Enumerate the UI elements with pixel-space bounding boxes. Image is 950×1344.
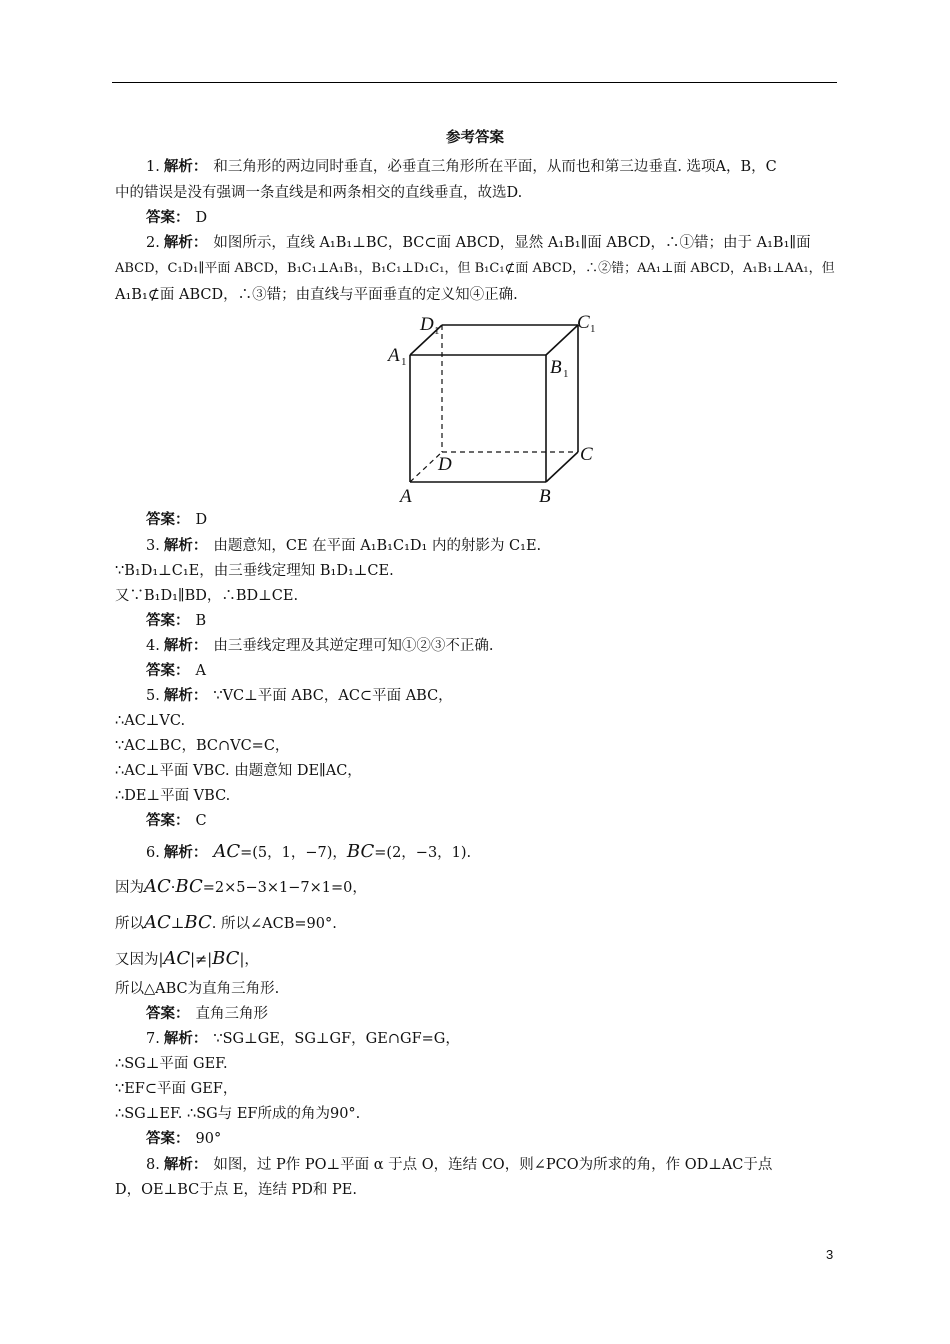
answer-value: C <box>195 813 207 829</box>
item-number: 3. <box>146 538 160 554</box>
answer-value: D <box>195 210 208 226</box>
analysis-label: 解析： <box>163 538 208 554</box>
text-segment: 因为 <box>115 880 144 896</box>
analysis-label: 解析： <box>163 638 208 654</box>
answer-label: 答案： <box>146 613 190 629</box>
answer-value: 90° <box>195 1131 222 1147</box>
vertex-c-label: C <box>580 444 593 465</box>
answer-5-line-5: ∴DE⊥平面 VBC. <box>115 788 231 804</box>
item-number: 7. <box>146 1031 160 1047</box>
answer-label: 答案： <box>146 663 190 679</box>
vertex-a1-subscript: 1 <box>401 356 407 368</box>
answer-6-result <box>146 1005 268 1023</box>
vector-ac: AC <box>163 948 191 969</box>
text-segment: 又因为| <box>115 952 164 968</box>
answer-text: 和三角形的两边同时垂直，必垂直三角形所在平面，从而也和第三边垂直. 选项A，B，C <box>213 159 777 175</box>
answer-5-line-1 <box>146 687 453 705</box>
dot-operator: · <box>170 880 176 896</box>
answer-label: 答案： <box>146 512 190 528</box>
item-number: 5. <box>146 688 160 704</box>
answer-text: ∵VC⊥平面 ABC，AC⊂平面 ABC， <box>213 688 453 704</box>
answer-8-line-1 <box>146 1156 772 1174</box>
item-number: 8. <box>146 1157 160 1173</box>
analysis-label: 解析： <box>163 1031 208 1047</box>
answer-3-line-2: ∵B₁D₁⊥C₁E，由三垂线定理知 B₁D₁⊥CE. <box>115 563 394 579</box>
vertex-a-label: A <box>400 486 412 507</box>
text-segment: =2×5−3×1−7×1=0， <box>202 880 367 896</box>
answer-2-line-3: A₁B₁⊄面 ABCD，∴③错；由直线与平面垂直的定义知④正确. <box>115 287 518 303</box>
answer-5-result <box>146 812 207 830</box>
vertex-a1-label: A <box>388 345 400 366</box>
vector-bc: BC <box>212 948 240 969</box>
item-number: 1. <box>146 159 160 175</box>
answer-7-line-2: ∴SG⊥平面 GEF. <box>115 1056 228 1072</box>
answer-text: 如图，过 P作 PO⊥平面 α 于点 O，连结 CO，则∠PCO为所求的角，作 OD⊥AC于点 <box>213 1157 773 1173</box>
answer-6-line-4 <box>115 950 259 969</box>
text-segment: |， <box>239 952 259 968</box>
page-number: 3 <box>826 1247 834 1262</box>
answer-text: 由三垂线定理及其逆定理可知①②③不正确. <box>213 638 494 654</box>
vertex-d1-label: D <box>420 314 434 335</box>
answer-value: 直角三角形 <box>195 1006 268 1022</box>
analysis-label: 解析： <box>163 235 208 251</box>
answer-6-line-3 <box>115 914 337 933</box>
answer-7-line-4: ∴SG⊥EF. ∴SG与 EF所成的角为90°. <box>115 1106 361 1122</box>
answer-4-result <box>146 662 206 680</box>
vertex-c1-label: C <box>577 312 590 333</box>
answer-label: 答案： <box>146 813 190 829</box>
answer-7-line-1 <box>146 1030 460 1048</box>
answer-3-line-1 <box>146 537 541 555</box>
edge-c1b1 <box>546 325 578 355</box>
vertex-b1-label: B <box>550 357 562 378</box>
vector-bc: BC <box>175 876 203 897</box>
vector-ac: AC <box>144 876 171 897</box>
perp-operator: ⊥ <box>170 916 185 932</box>
vertex-d1-subscript: 1 <box>434 325 440 337</box>
answer-5-line-3: ∵AC⊥BC，BC∩VC=C， <box>115 738 290 754</box>
vector-bc-value: =(2，−3，1). <box>374 845 472 861</box>
vertex-c1-subscript: 1 <box>590 323 596 335</box>
text-segment: 所以 <box>115 916 144 932</box>
page-title: 参考答案 <box>446 130 504 146</box>
analysis-label: 解析： <box>163 159 208 175</box>
text-segment: |≠| <box>190 952 213 968</box>
analysis-label: 解析： <box>163 1157 208 1173</box>
vector-ac-value: =(5，1，−7)， <box>240 845 347 861</box>
answer-6-line-5: 所以△ABC为直角三角形. <box>115 981 280 997</box>
answer-value: B <box>195 613 207 629</box>
answer-label: 答案： <box>146 1131 190 1147</box>
answer-6-line-2 <box>115 878 367 897</box>
answer-4-line-1 <box>146 637 493 655</box>
vertex-b1-subscript: 1 <box>563 368 569 380</box>
item-number: 4. <box>146 638 160 654</box>
vertex-b-label: B <box>539 486 551 507</box>
analysis-label: 解析： <box>163 688 208 704</box>
answer-text: 由题意知，CE 在平面 A₁B₁C₁D₁ 内的射影为 C₁E. <box>213 538 542 554</box>
answer-5-line-4: ∴AC⊥平面 VBC. 由题意知 DE∥AC， <box>115 763 362 779</box>
answer-7-line-3: ∵EF⊂平面 GEF， <box>115 1081 238 1097</box>
answer-text: ∵SG⊥GE，SG⊥GF，GE∩GF=G， <box>213 1031 460 1047</box>
vertex-d-label: D <box>438 454 452 475</box>
vector-ac: AC <box>144 912 171 933</box>
edge-bc <box>546 452 578 482</box>
answer-value: A <box>195 663 206 679</box>
answer-value: D <box>195 512 208 528</box>
text-segment: . 所以∠ACB=90°. <box>211 916 337 932</box>
answer-text: 如图所示，直线 A₁B₁⊥BC，BC⊂面 ABCD，显然 A₁B₁∥面 ABCD，∴①错；由于 A₁B₁∥面 <box>213 235 811 251</box>
vector-ac: AC <box>213 841 241 862</box>
answer-5-line-2: ∴AC⊥VC. <box>115 713 186 729</box>
vector-bc: BC <box>346 841 375 862</box>
vector-bc: BC <box>184 912 212 933</box>
answer-2-line-2: ABCD，C₁D₁∥平面 ABCD，B₁C₁⊥A₁B₁，B₁C₁⊥D₁C₁，但 B₁C₁⊄面 ABCD，∴②错；AA₁⊥面 ABCD，A₁B₁⊥AA₁，但 <box>115 261 835 276</box>
item-number: 6. <box>146 845 160 861</box>
answer-label: 答案： <box>146 210 190 226</box>
answer-3-line-3: 又∵B₁D₁∥BD，∴BD⊥CE. <box>115 588 299 604</box>
answer-8-line-2: D，OE⊥BC于点 E，连结 PD和 PE. <box>115 1182 357 1198</box>
item-number: 2. <box>146 235 160 251</box>
answer-2-result <box>146 511 207 529</box>
answer-label: 答案： <box>146 1006 190 1022</box>
answer-3-result <box>146 612 206 630</box>
cube-figure <box>0 0 950 520</box>
answer-7-result <box>146 1130 221 1148</box>
analysis-label: 解析： <box>163 845 208 861</box>
answer-1-line-2: 中的错误是没有强调一条直线是和两条相交的直线垂直，故选D. <box>115 185 523 201</box>
answer-6-line-1 <box>146 843 471 862</box>
